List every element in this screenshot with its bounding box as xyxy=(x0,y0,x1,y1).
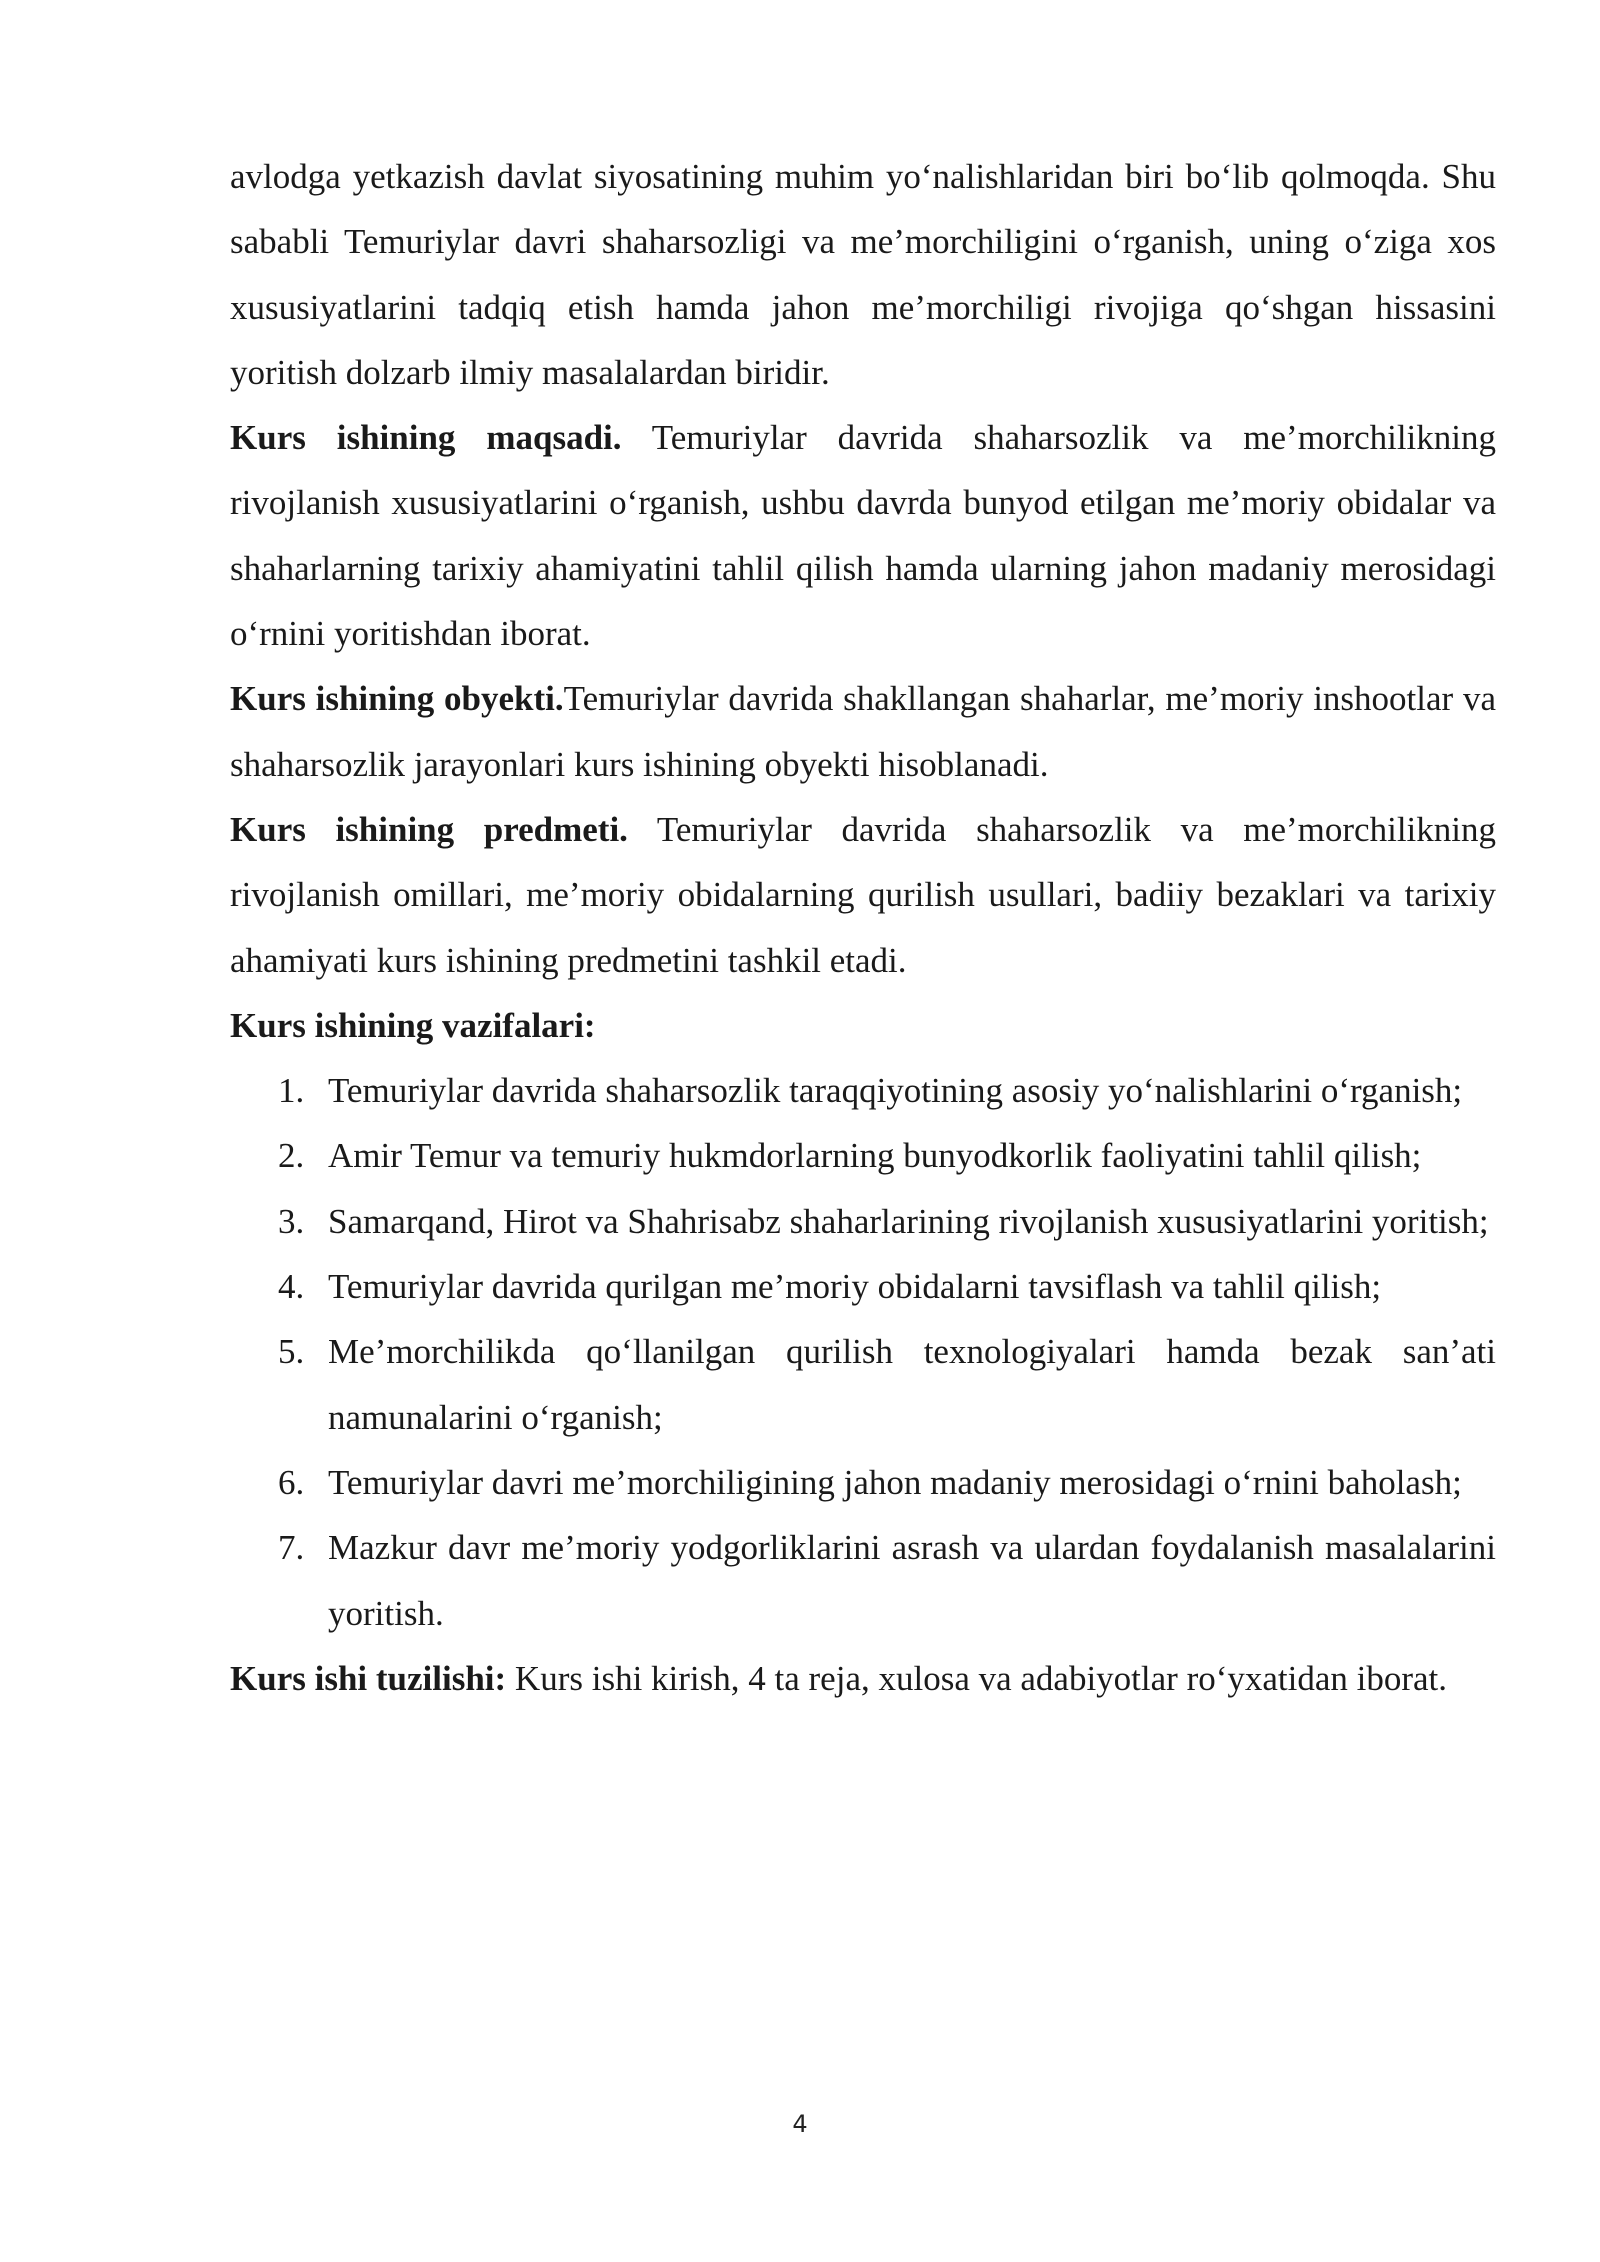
list-item-number: 6. xyxy=(278,1462,305,1502)
structure-text: Kurs ishi kirish, 4 ta reja, xulosa va adabiyotlar ro‘yxatidan iborat. xyxy=(506,1658,1448,1698)
list-item xyxy=(230,1254,1496,1319)
intro-paragraph: avlodga yetkazish davlat siyosatining muhim yo‘nalishlaridan biri bo‘lib qolmoqda. Shu sababli Temuriylar davri shaharsozligi va me’morchiligini o‘rganish, uning o‘ziga xos xususiyatlarini tadqiq etish hamda jahon me’morchiligi rivojiga qo‘shgan hissasini yoritish dolzarb ilmiy masalalardan biridir. xyxy=(230,157,1496,392)
structure-paragraph xyxy=(230,1646,1496,1711)
subject-text: Temuriylar davrida shaharsozlik va me’morchilikning rivojlanish omillari, me’moriy obidalarning qurilish usullari, badiiy bezaklari va tarixiy ahamiyati kurs ishining predmetini tashkil etadi. xyxy=(230,809,1496,980)
tasks-list xyxy=(230,1058,1496,1646)
object-paragraph xyxy=(230,666,1496,797)
subject-label: Kurs ishining predmeti. xyxy=(230,809,628,849)
list-item-text: Mazkur davr me’moriy yodgorliklarini asrash va ulardan foydalanish masalalarini yoritish. xyxy=(328,1528,1496,1633)
goal-text: Temuriylar davrida shaharsozlik va me’morchilikning rivojlanish xususiyatlarini o‘rganish, ushbu davrda bunyod etilgan me’moriy obidalar va shaharlarning tarixiy ahamiyatini tahlil qilish hamda ularning jahon madaniy merosidagi o‘rnini yoritishdan iborat. xyxy=(230,418,1497,654)
list-item-text: Temuriylar davrida qurilgan me’moriy obidalarni tavsiflash va tahlil qilish; xyxy=(328,1267,1382,1307)
list-item xyxy=(230,1058,1496,1123)
list-item xyxy=(230,1319,1496,1450)
object-label: Kurs ishining obyekti. xyxy=(230,679,564,719)
list-item-text: Samarqand, Hirot va Shahrisabz shaharlarining rivojlanish xususiyatlarini yoritish; xyxy=(328,1201,1489,1241)
tasks-heading xyxy=(230,993,1496,1058)
list-item-text: Temuriylar davrida shaharsozlik taraqqiyotining asosiy yo‘nalishlarini o‘rganish; xyxy=(328,1071,1463,1111)
page-body xyxy=(230,144,1496,1711)
tasks-label: Kurs ishining vazifalari: xyxy=(230,1005,596,1045)
list-item-text: Temuriylar davri me’morchiligining jahon madaniy merosidagi o‘rnini baholash; xyxy=(328,1462,1462,1502)
list-item xyxy=(230,1123,1496,1188)
list-item-number: 4. xyxy=(278,1267,305,1307)
list-item xyxy=(230,1450,1496,1515)
list-item-text: Me’morchilikda qo‘llanilgan qurilish texnologiyalari hamda bezak san’ati namunalarini o‘rganish; xyxy=(328,1332,1496,1437)
list-item xyxy=(230,1189,1496,1254)
list-item-number: 1. xyxy=(278,1071,305,1111)
list-item-number: 7. xyxy=(278,1528,305,1568)
list-item xyxy=(230,1515,1496,1646)
subject-paragraph xyxy=(230,797,1496,993)
goal-paragraph xyxy=(230,405,1496,666)
object-text: Temuriylar davrida shakllangan shaharlar, me’moriy inshootlar va shaharsozlik jarayonlari kurs ishining obyekti hisoblanadi. xyxy=(230,679,1496,784)
list-item-text: Amir Temur va temuriy hukmdorlarning bunyodkorlik faoliyatini tahlil qilish; xyxy=(328,1136,1422,1176)
list-item-number: 2. xyxy=(278,1136,305,1176)
goal-label: Kurs ishining maqsadi. xyxy=(230,418,622,458)
page-number: 4 xyxy=(792,2110,808,2138)
structure-label: Kurs ishi tuzilishi: xyxy=(230,1658,507,1698)
list-item-number: 5. xyxy=(278,1332,305,1372)
list-item-number: 3. xyxy=(278,1201,305,1241)
